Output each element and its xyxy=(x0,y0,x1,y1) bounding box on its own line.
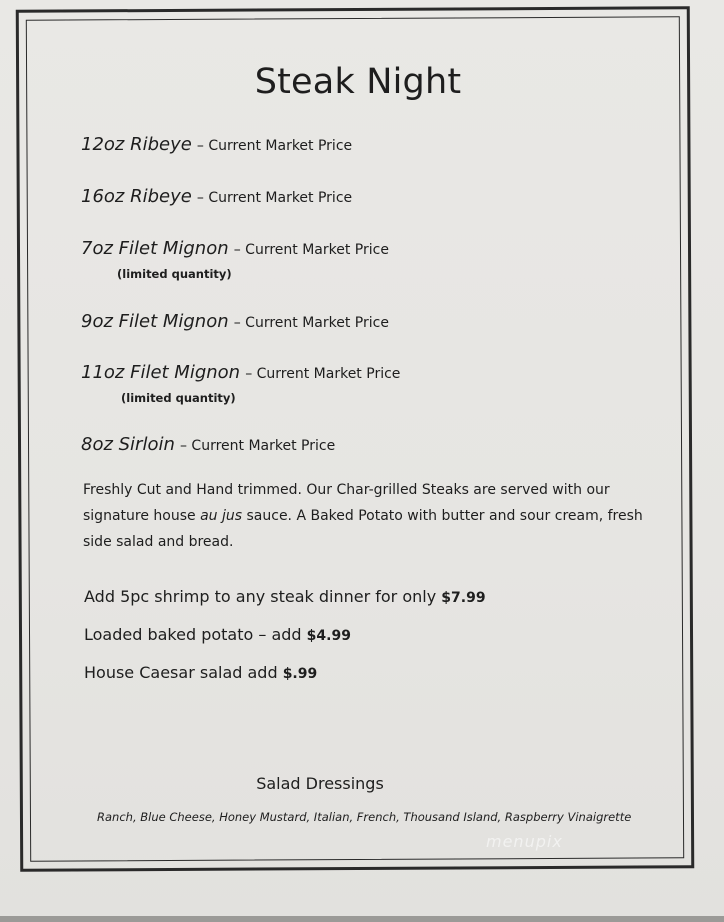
item-name: 8oz Sirloin xyxy=(81,434,175,455)
addon-item xyxy=(84,587,486,606)
menu-item xyxy=(81,238,389,259)
addon-item xyxy=(84,625,351,644)
description-italic: au jus xyxy=(200,508,243,524)
item-note: (limited quantity) xyxy=(121,391,236,405)
menu-item xyxy=(81,311,389,332)
item-name: 12oz Ribeye xyxy=(81,134,192,155)
page-edge xyxy=(0,916,724,922)
menu-item xyxy=(81,186,352,207)
addon-price: $4.99 xyxy=(306,628,351,644)
addon-text: Add 5pc shrimp to any steak dinner for only xyxy=(84,587,442,606)
item-name: 16oz Ribeye xyxy=(81,186,192,207)
menu-item xyxy=(81,362,400,383)
addon-text: House Caesar salad add xyxy=(84,663,283,682)
item-price: – Current Market Price xyxy=(196,190,353,206)
addon-item xyxy=(84,663,317,682)
addon-text: Loaded baked potato – add xyxy=(84,625,307,644)
item-note: (limited quantity) xyxy=(117,267,232,281)
item-price: – Current Market Price xyxy=(233,315,389,331)
menu-description xyxy=(83,477,668,555)
dressings-list: Ranch, Blue Cheese, Honey Mustard, Italian, French, Thousand Island, Raspberry Vinaigrette xyxy=(97,810,632,824)
item-name: 9oz Filet Mignon xyxy=(81,311,229,332)
menu-title: Steak Night xyxy=(254,62,462,102)
menu-item xyxy=(81,434,335,455)
item-price: – Current Market Price xyxy=(245,366,401,382)
item-price: – Current Market Price xyxy=(179,438,336,454)
item-name: 11oz Filet Mignon xyxy=(81,362,241,383)
item-name: 7oz Filet Mignon xyxy=(81,238,229,259)
dressings-title: Salad Dressings xyxy=(256,774,384,793)
watermark: menupix xyxy=(486,832,563,851)
addon-price: $.99 xyxy=(282,666,318,682)
menu-item xyxy=(81,134,352,155)
description-text: sauce. A Baked Potato with butter and sour cream, fresh side salad and bread. xyxy=(83,508,643,550)
item-price: – Current Market Price xyxy=(196,138,353,154)
addon-price: $7.99 xyxy=(441,590,486,606)
item-price: – Current Market Price xyxy=(233,242,389,258)
description-text: Freshly Cut and Hand trimmed. Our Char-grilled Steaks are served with our signature house xyxy=(83,482,610,524)
